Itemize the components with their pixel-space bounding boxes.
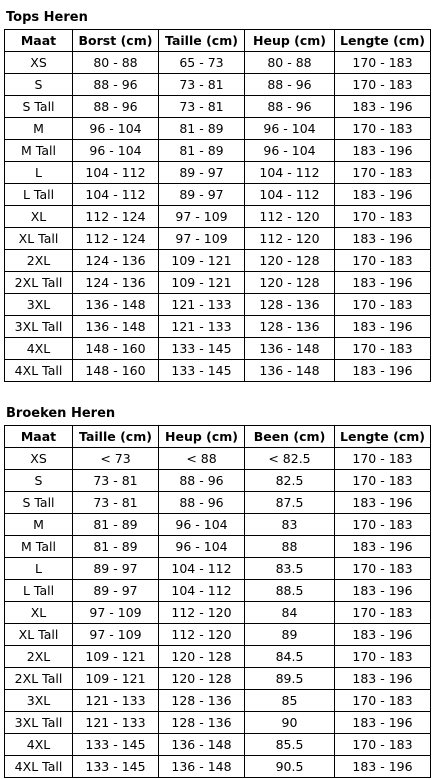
table-header-row bbox=[5, 30, 431, 52]
size-cell: 3XL bbox=[5, 690, 73, 712]
size-cell: M Tall bbox=[5, 140, 73, 162]
measurement-cell: 73 - 81 bbox=[73, 492, 159, 514]
measurement-cell: 97 - 109 bbox=[159, 206, 245, 228]
size-cell: XL Tall bbox=[5, 624, 73, 646]
measurement-cell: 112 - 120 bbox=[159, 602, 245, 624]
measurement-cell: 148 - 160 bbox=[73, 360, 159, 382]
tops-heren-size-table bbox=[4, 29, 431, 382]
size-cell: 4XL Tall bbox=[5, 756, 73, 778]
measurement-cell: 136 - 148 bbox=[245, 360, 335, 382]
table-row bbox=[5, 294, 431, 316]
measurement-cell: 136 - 148 bbox=[245, 338, 335, 360]
measurement-cell: 89 bbox=[245, 624, 335, 646]
measurement-cell: 183 - 196 bbox=[335, 536, 431, 558]
column-header: Borst (cm) bbox=[73, 30, 159, 52]
table-row bbox=[5, 250, 431, 272]
size-cell: L Tall bbox=[5, 580, 73, 602]
measurement-cell: 88.5 bbox=[245, 580, 335, 602]
size-cell: M bbox=[5, 118, 73, 140]
measurement-cell: 109 - 121 bbox=[159, 272, 245, 294]
size-cell: 3XL bbox=[5, 294, 73, 316]
size-cell: XS bbox=[5, 52, 73, 74]
column-header: Taille (cm) bbox=[73, 426, 159, 448]
measurement-cell: 89 - 97 bbox=[159, 184, 245, 206]
measurement-cell: 109 - 121 bbox=[73, 646, 159, 668]
table-row bbox=[5, 602, 431, 624]
table-row bbox=[5, 74, 431, 96]
column-header: Lengte (cm) bbox=[335, 426, 431, 448]
table-row bbox=[5, 734, 431, 756]
table-row bbox=[5, 162, 431, 184]
size-cell: 4XL bbox=[5, 338, 73, 360]
broeken-heren-title: Broeken Heren bbox=[6, 406, 116, 421]
measurement-cell: 183 - 196 bbox=[335, 712, 431, 734]
measurement-cell: 128 - 136 bbox=[245, 294, 335, 316]
measurement-cell: 97 - 109 bbox=[73, 624, 159, 646]
table-header-row bbox=[5, 426, 431, 448]
measurement-cell: 80 - 88 bbox=[245, 52, 335, 74]
size-cell: L bbox=[5, 162, 73, 184]
size-cell: 3XL Tall bbox=[5, 712, 73, 734]
column-header: Maat bbox=[5, 30, 73, 52]
measurement-cell: 128 - 136 bbox=[159, 690, 245, 712]
table-row bbox=[5, 690, 431, 712]
size-cell: S Tall bbox=[5, 96, 73, 118]
table-row bbox=[5, 470, 431, 492]
measurement-cell: 136 - 148 bbox=[73, 294, 159, 316]
measurement-cell: 170 - 183 bbox=[335, 448, 431, 470]
table-row bbox=[5, 228, 431, 250]
table-row bbox=[5, 338, 431, 360]
measurement-cell: 109 - 121 bbox=[73, 668, 159, 690]
measurement-cell: 81 - 89 bbox=[73, 536, 159, 558]
measurement-cell: 120 - 128 bbox=[159, 668, 245, 690]
measurement-cell: 120 - 128 bbox=[159, 646, 245, 668]
measurement-cell: 88 - 96 bbox=[73, 96, 159, 118]
measurement-cell: 73 - 81 bbox=[73, 470, 159, 492]
column-header: Been (cm) bbox=[245, 426, 335, 448]
measurement-cell: < 88 bbox=[159, 448, 245, 470]
table-row bbox=[5, 756, 431, 778]
measurement-cell: 170 - 183 bbox=[335, 294, 431, 316]
measurement-cell: 97 - 109 bbox=[73, 602, 159, 624]
measurement-cell: 104 - 112 bbox=[73, 162, 159, 184]
measurement-cell: 133 - 145 bbox=[159, 360, 245, 382]
measurement-cell: 148 - 160 bbox=[73, 338, 159, 360]
measurement-cell: 183 - 196 bbox=[335, 140, 431, 162]
measurement-cell: 89.5 bbox=[245, 668, 335, 690]
measurement-cell: 170 - 183 bbox=[335, 162, 431, 184]
tops-heren-title: Tops Heren bbox=[6, 10, 88, 25]
measurement-cell: 81 - 89 bbox=[73, 514, 159, 536]
table-row bbox=[5, 712, 431, 734]
size-cell: M Tall bbox=[5, 536, 73, 558]
measurement-cell: 89 - 97 bbox=[159, 162, 245, 184]
size-cell: S Tall bbox=[5, 492, 73, 514]
table-row bbox=[5, 316, 431, 338]
measurement-cell: 170 - 183 bbox=[335, 52, 431, 74]
measurement-cell: 104 - 112 bbox=[159, 580, 245, 602]
table-row bbox=[5, 558, 431, 580]
table-row bbox=[5, 668, 431, 690]
size-cell: 2XL Tall bbox=[5, 272, 73, 294]
measurement-cell: 183 - 196 bbox=[335, 624, 431, 646]
table-row bbox=[5, 96, 431, 118]
measurement-cell: 170 - 183 bbox=[335, 206, 431, 228]
measurement-cell: 170 - 183 bbox=[335, 74, 431, 96]
table-row bbox=[5, 118, 431, 140]
measurement-cell: 124 - 136 bbox=[73, 250, 159, 272]
measurement-cell: 183 - 196 bbox=[335, 316, 431, 338]
measurement-cell: 128 - 136 bbox=[159, 712, 245, 734]
measurement-cell: 109 - 121 bbox=[159, 250, 245, 272]
measurement-cell: 83 bbox=[245, 514, 335, 536]
table-row bbox=[5, 580, 431, 602]
measurement-cell: 183 - 196 bbox=[335, 756, 431, 778]
measurement-cell: 84.5 bbox=[245, 646, 335, 668]
measurement-cell: 96 - 104 bbox=[73, 118, 159, 140]
table-row bbox=[5, 52, 431, 74]
measurement-cell: 170 - 183 bbox=[335, 646, 431, 668]
size-cell: XL Tall bbox=[5, 228, 73, 250]
measurement-cell: 124 - 136 bbox=[73, 272, 159, 294]
size-cell: S bbox=[5, 470, 73, 492]
measurement-cell: 90 bbox=[245, 712, 335, 734]
column-header: Heup (cm) bbox=[245, 30, 335, 52]
measurement-cell: 120 - 128 bbox=[245, 250, 335, 272]
broeken-heren-size-table bbox=[4, 425, 431, 778]
table-row bbox=[5, 206, 431, 228]
measurement-cell: 89 - 97 bbox=[73, 580, 159, 602]
measurement-cell: 96 - 104 bbox=[73, 140, 159, 162]
size-cell: 4XL bbox=[5, 734, 73, 756]
measurement-cell: 96 - 104 bbox=[159, 514, 245, 536]
measurement-cell: 133 - 145 bbox=[73, 756, 159, 778]
measurement-cell: 170 - 183 bbox=[335, 250, 431, 272]
column-header: Taille (cm) bbox=[159, 30, 245, 52]
measurement-cell: < 73 bbox=[73, 448, 159, 470]
size-cell: M bbox=[5, 514, 73, 536]
measurement-cell: 183 - 196 bbox=[335, 184, 431, 206]
measurement-cell: 121 - 133 bbox=[73, 690, 159, 712]
measurement-cell: 65 - 73 bbox=[159, 52, 245, 74]
measurement-cell: 90.5 bbox=[245, 756, 335, 778]
measurement-cell: 183 - 196 bbox=[335, 492, 431, 514]
measurement-cell: 81 - 89 bbox=[159, 118, 245, 140]
measurement-cell: 121 - 133 bbox=[159, 316, 245, 338]
size-cell: XL bbox=[5, 206, 73, 228]
measurement-cell: 133 - 145 bbox=[73, 734, 159, 756]
measurement-cell: 80 - 88 bbox=[73, 52, 159, 74]
measurement-cell: 170 - 183 bbox=[335, 514, 431, 536]
measurement-cell: 104 - 112 bbox=[245, 162, 335, 184]
measurement-cell: 136 - 148 bbox=[73, 316, 159, 338]
table-row bbox=[5, 536, 431, 558]
column-header: Maat bbox=[5, 426, 73, 448]
measurement-cell: 104 - 112 bbox=[159, 558, 245, 580]
table-row bbox=[5, 140, 431, 162]
measurement-cell: 136 - 148 bbox=[159, 734, 245, 756]
size-cell: 2XL bbox=[5, 250, 73, 272]
column-header: Lengte (cm) bbox=[335, 30, 431, 52]
measurement-cell: 112 - 120 bbox=[159, 624, 245, 646]
measurement-cell: 73 - 81 bbox=[159, 96, 245, 118]
table-row bbox=[5, 646, 431, 668]
measurement-cell: 170 - 183 bbox=[335, 734, 431, 756]
size-cell: XL bbox=[5, 602, 73, 624]
measurement-cell: 170 - 183 bbox=[335, 602, 431, 624]
measurement-cell: 96 - 104 bbox=[245, 118, 335, 140]
table-row bbox=[5, 360, 431, 382]
measurement-cell: 183 - 196 bbox=[335, 668, 431, 690]
measurement-cell: 170 - 183 bbox=[335, 118, 431, 140]
measurement-cell: 81 - 89 bbox=[159, 140, 245, 162]
measurement-cell: 112 - 124 bbox=[73, 206, 159, 228]
measurement-cell: 183 - 196 bbox=[335, 360, 431, 382]
measurement-cell: 96 - 104 bbox=[245, 140, 335, 162]
measurement-cell: 112 - 124 bbox=[73, 228, 159, 250]
table-row bbox=[5, 514, 431, 536]
measurement-cell: 112 - 120 bbox=[245, 228, 335, 250]
size-cell: XS bbox=[5, 448, 73, 470]
table-row bbox=[5, 624, 431, 646]
table-row bbox=[5, 492, 431, 514]
measurement-cell: 89 - 97 bbox=[73, 558, 159, 580]
measurement-cell: 88 - 96 bbox=[245, 96, 335, 118]
size-cell: 2XL bbox=[5, 646, 73, 668]
size-cell: 4XL Tall bbox=[5, 360, 73, 382]
measurement-cell: 170 - 183 bbox=[335, 338, 431, 360]
measurement-cell: 183 - 196 bbox=[335, 580, 431, 602]
measurement-cell: 73 - 81 bbox=[159, 74, 245, 96]
measurement-cell: 183 - 196 bbox=[335, 96, 431, 118]
table-row bbox=[5, 448, 431, 470]
measurement-cell: < 82.5 bbox=[245, 448, 335, 470]
measurement-cell: 88 - 96 bbox=[245, 74, 335, 96]
measurement-cell: 83.5 bbox=[245, 558, 335, 580]
column-header: Heup (cm) bbox=[159, 426, 245, 448]
measurement-cell: 97 - 109 bbox=[159, 228, 245, 250]
measurement-cell: 82.5 bbox=[245, 470, 335, 492]
measurement-cell: 88 - 96 bbox=[159, 492, 245, 514]
measurement-cell: 121 - 133 bbox=[159, 294, 245, 316]
measurement-cell: 87.5 bbox=[245, 492, 335, 514]
measurement-cell: 84 bbox=[245, 602, 335, 624]
measurement-cell: 170 - 183 bbox=[335, 470, 431, 492]
table-row bbox=[5, 272, 431, 294]
size-cell: 2XL Tall bbox=[5, 668, 73, 690]
measurement-cell: 88 - 96 bbox=[159, 470, 245, 492]
table-row bbox=[5, 184, 431, 206]
measurement-cell: 170 - 183 bbox=[335, 558, 431, 580]
measurement-cell: 96 - 104 bbox=[159, 536, 245, 558]
measurement-cell: 183 - 196 bbox=[335, 272, 431, 294]
measurement-cell: 88 - 96 bbox=[73, 74, 159, 96]
measurement-cell: 85 bbox=[245, 690, 335, 712]
measurement-cell: 88 bbox=[245, 536, 335, 558]
measurement-cell: 136 - 148 bbox=[159, 756, 245, 778]
size-cell: 3XL Tall bbox=[5, 316, 73, 338]
size-cell: L bbox=[5, 558, 73, 580]
size-cell: L Tall bbox=[5, 184, 73, 206]
measurement-cell: 128 - 136 bbox=[245, 316, 335, 338]
measurement-cell: 120 - 128 bbox=[245, 272, 335, 294]
measurement-cell: 112 - 120 bbox=[245, 206, 335, 228]
measurement-cell: 104 - 112 bbox=[245, 184, 335, 206]
measurement-cell: 104 - 112 bbox=[73, 184, 159, 206]
measurement-cell: 121 - 133 bbox=[73, 712, 159, 734]
size-cell: S bbox=[5, 74, 73, 96]
measurement-cell: 85.5 bbox=[245, 734, 335, 756]
measurement-cell: 133 - 145 bbox=[159, 338, 245, 360]
measurement-cell: 170 - 183 bbox=[335, 690, 431, 712]
measurement-cell: 183 - 196 bbox=[335, 228, 431, 250]
